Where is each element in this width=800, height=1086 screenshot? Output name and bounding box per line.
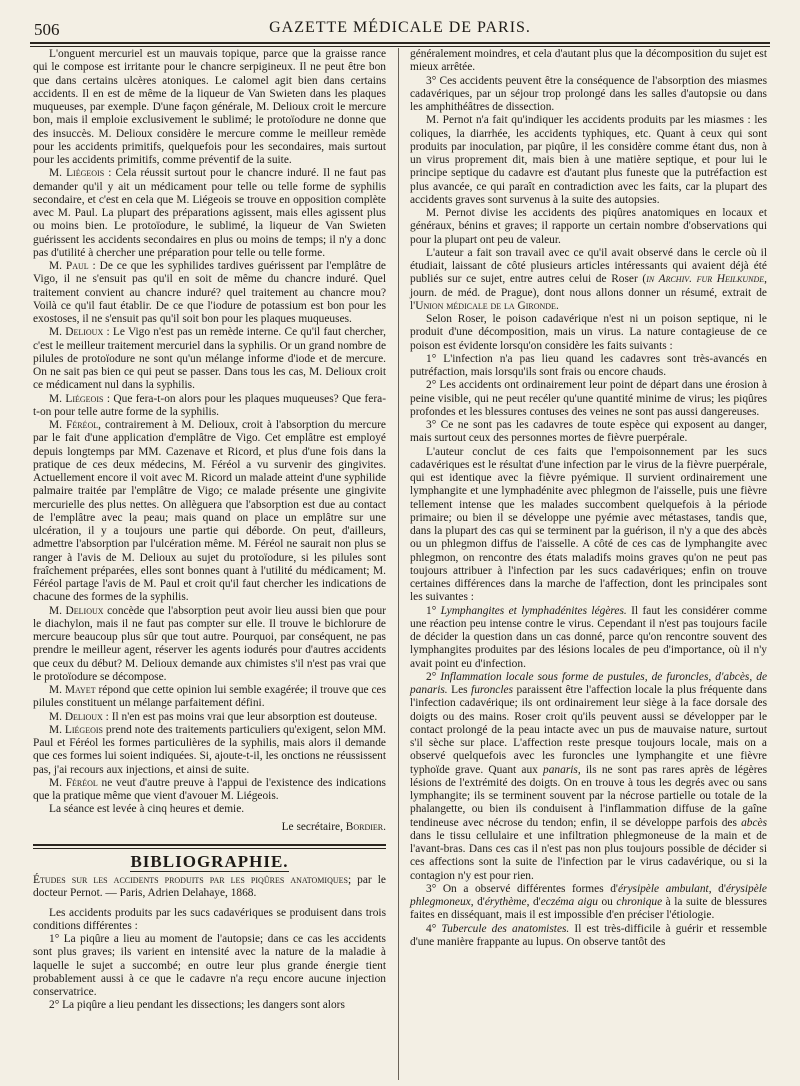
text-run: , d' [526,896,541,908]
paragraph: L'onguent mercuriel est un mauvais topique, parce que la graisse rance qui le compose est irritante pour le chancre serpigineux. Il ne peut être bon que dans certains ulcères atoniques. Le calomel agit bien dans certains accidents. Il en est de même de la liqueur de Van Swieten dans les plaques muqueuses, par exemple. D'une façon générale, M. Delioux croit le mercure bon, mais il emploie exclusivement le sublimé; le protoïodure ne donne que des insuccès. M. Delioux considère le mercure comme le meilleur remède pour les accidents primitifs, quelquefois pour les secondaires, mais surtout pour les accidents primitifs, comme préventif de la suite. [33,48,386,166]
speech-text: : Cela réussit surtout pour le chancre induré. Il ne faut pas demander qu'il y ait un médicament pour telle ou telle forme de syphilis secondaire, et c'est en cela que M. Liégeois se trouve en opposition complète avec M. Paul. La plupart des préparations agissent, mais elles agissent plus ou moins bien. Le protoïodure, le sublimé, la liqueur de Van Swieten guérissent les accidents secondaires en plus ou moins de temps; il n'y a donc pas d'utilité à chercher une préparation pour telle ou telle forme. [33,167,386,259]
paragraph: 1° L'infection n'a pas lieu quand les cadavres sont très-avancés en putréfaction, mais lorsqu'ils sont frais ou encore chauds. [410,352,767,378]
italic-term: eczéma aigu [540,896,598,908]
speaker: M. Féréol [49,776,98,789]
column-divider [398,48,399,1080]
header-rule-thin [30,46,770,47]
journal-name: Union médicale de la Gironde [415,299,556,312]
paragraph [410,883,767,923]
text-run: paraissent être l'affection locale la plus fréquente dans l'infection cadavérique; ils ont ordinairement leur siège à la face dorsale des doigts ou des mains. Roser croit qu'ils peuvent aussi se développer par le contact prolongé de la peau intacte avec un pus de mauvaise nature, surtout s'il sèche sur place. L'affection reste presque toujours locale, mais on a observé quelquefois avec les furoncles une lymphangite et une fièvre typhoïde grave. Quant aux [410,684,767,776]
text-run: Il est très-difficile à guérir et ressemble d'une manière frappante au lupus. On observe tantôt des [410,922,767,948]
speaker: M. Delioux [49,326,104,339]
header-rule [30,42,770,44]
text-run: L'auteur a fait son travail avec ce qu'il avait observé dans le cercle où il étudiait, laissant de côté plusieurs articles intéressants qui avaient déjà été publiés sur ce sujet, entre autres celui de Roser ( [410,246,767,286]
speaker: M. Liégeois [49,723,103,736]
bibliography-heading [33,851,386,871]
italic-term: Inflammation locale sous forme de pustules, de furoncles, d'abcès, de panaris. [410,670,767,696]
speaker: M. Féréol [49,419,99,431]
text-run: 2° [426,670,441,683]
paragraph: M. Pernot n'a fait qu'indiquer les accidents produits par les miasmes : les coliques, la diarrhée, les accidents typhiques, etc. Quant à ceux qui sont produits par inoculation, par piqûre, il les considère comme étant dus, non à un virus proprement dit, mais bien à une matière septique, et pour lui le principe septique du cadavre est d'autant plus funeste que la putréfaction est plus avancée, ce qui paraît en contradiction avec les faits, car la plupart des accidents graves sont survenus à la suite des autopsies. [410,114,767,206]
italic-term: Tubercule des anatomistes. [441,922,570,935]
study-author: par le docteur Pernot. — Paris, Adrien Delahaye, 1868. [33,874,386,900]
page-number: 506 [34,20,60,39]
paragraph [33,684,386,711]
speaker: M. Liégeois [49,167,105,180]
italic-term: panaris [543,763,578,776]
paragraph: M. Pernot divise les accidents des piqûres anatomiques en locaux et généraux, bénins et graves; il rapporte un certain nombre d'observations qui pour la plupart ont peu de valeur. [410,207,767,246]
paragraph [33,260,386,326]
section-rule-thin [33,848,386,849]
paragraph [410,671,767,883]
text-run: 1° [426,604,441,617]
paragraph: 2° Les accidents ont ordinairement leur point de départ dans une érosion à peine visible, qui ne peut recéler qu'une quantité minime de virus; les piqûres profondes et les blessures contuses des veines ne sont pas aussi dangereuses. [410,379,767,418]
paragraph: La séance est levée à cinq heures et demie. [49,803,245,816]
speech-text: concède que l'absorption peut avoir lieu aussi bien que pour le diachylon, mais il ne faut pas compter sur elle. Il trouve le bichlorure de mercure beaucoup plus sûr que tout autre. Pourquoi, par conséquent, ne pas prendre le meilleur agent, réserver les agents iodurés pour d'autres accidents que ceux du début? M. Delioux demande aux chimistes s'il n'est pas vrai que le protoïodure se décompose. [33,604,386,683]
page-header [30,16,770,42]
left-column [33,48,386,1013]
italic-term: érythème [484,896,527,908]
section-rule [33,844,386,846]
paragraph [33,777,386,804]
journal-title: GAZETTE MÉDICALE DE PARIS. [269,19,531,36]
speech-text: prend note des traitements particuliers qu'exigent, selon MM. Paul et Féréol les formes particulières de la syphilis, mais alors il demande que ces formes lui soient indiquées. Si, ajoute-t-il, les onctions ne réussissent pas, j'ai recours aux injections, et ainsi de suite. [33,723,386,776]
italic-term: chronique [616,896,663,908]
text-run: , d' [708,882,726,895]
text-run: Il faut les considérer comme une réaction peu intense contre le virus. Cependant il n'est pas toujours facile de décider la question dans un cas donné, parce qu'on rencontre souvent des lymphangites produites par des lésions locales de peu d'importance, où il n'y avait point eu d'infection. [410,604,767,670]
right-column [410,48,767,949]
signature [33,821,386,834]
speech-text: : De ce que les syphilides tardives guérissent par l'emplâtre de Vigo, il ne s'ensuit pas qu'il en soit de même du chancre induré. Quel traitement convient au chancre induré? quel traitement au chancre mou? Voilà ce qu'il faut établir. De ce que l'iodure de potassium est bon pour les exostoses, il ne s'ensuit pas qu'il soit bon pour les plaques muqueuses. [33,260,386,325]
italic-term: érysipèle phlegmoneux [410,882,767,908]
speech-text: , contrairement à M. Delioux, croit à l'absorption du mercure par le fait d'une application d'emplâtre de Vigo. Cet emplâtre est employé depuis longtemps par MM. Cazenave et Ricord, et plus d'une fois dans la pratique de ces deux médecins, M. Féréol a vu survenir des gingivites. Actuellement encore il voit avec M. Ricord un malade atteint d'une syphilide palmaire traitée par l'emplâtre de Vigo; ce malade présente une gingivite mercurielle des plus nettes. On allèguera que l'absorption est due au contact de l'emplâtre avec la peau; mais quand on place un emplâtre sur une ulcération, il y a toujours une partie qui déborde. On peut, d'ailleurs, admettre l'absorption par l'ulcération même. M. Féréol ne saurait non plus se ranger à l'avis de M. Delioux au sujet du protoïodure, si les pilules sont fraîchement préparées, elles sont bonnes quant à l'utilité du médicament; M. Féréol partage l'avis de M. Paul et croit qu'il faut chercher les indications de chacune des formes de la syphilis. [33,419,386,604]
paragraph: 3° Ce ne sont pas les cadavres de toute espèce qui exposent au danger, mais surtout ceux des personnes mortes de fièvre puerpérale. [410,419,767,445]
paragraph [33,167,386,260]
text-run: . [555,299,559,312]
speech-text: : Le Vigo n'est pas un remède interne. Ce qu'il faut chercher, c'est le meilleur traitement mercuriel dans la syphilis. Or un grand nombre de pilules de protoïodure ne sont qu'un mélange informe d'iode et de mercure. On ne sait pas bien ce qui peut se passer. Dans tous les cas, M. Delioux croit ce médicament nul dans la syphilis. [33,326,386,392]
speaker: M. Paul [49,260,89,272]
speaker: M. Liégeois [49,392,104,405]
paragraph: 1° La piqûre a lieu au moment de l'autopsie; dans ce cas les accidents sont plus graves; ils varient en intensité avec la nature de la maladie à laquelle le sujet a succombé; en outre leur plus grande énergie tient probablement aussi à ce que le cadavre n'a reçu encore aucune injection conservatrice. [33,933,386,998]
text-run: ou [597,896,617,908]
speaker: M. Delioux [49,710,103,723]
paragraph [33,724,386,777]
paragraph [33,326,386,392]
paragraph: Les accidents produits par les sucs cadavériques se produisent dans trois conditions différentes : [33,906,386,932]
text-run: , journ. de méd. de Prague), dont nous allons donner un résumé, extrait de l' [410,273,767,312]
paragraph [410,605,767,671]
paragraph [33,393,386,420]
paragraph [410,923,767,950]
paragraph: généralement moindres, et cela d'autant plus que la décomposition du sujet est mieux arrêtée. [410,48,767,74]
text-run: à la suite de blessures faites en disséquant, mais il est impossible d'en préciser l'étiologie. [410,896,767,922]
signature-name: Bordier. [345,820,386,833]
paragraph: L'auteur conclut de ces faits que l'empoisonnement par les sucs cadavériques est le résultat d'une infection par le virus de la fièvre puerpérale, qui est identique avec la fièvre pyémique. Il survient ordinairement une lymphangite et une lymphadénite avec phlegmon de l'aisselle, puis une fièvre tellement intense que les malades succombent quelquefois à la période primaire; ou bien il se développe une pyémie avec métastases, tandis que, dans la plupart des cas qui se terminent par la guérison, il n'y a que des abcès ou un phlegmon diffus de l'aisselle. A côté de ces cas de lymphangite avec phlegmon, on rencontre des états maladifs moins graves qu'on ne peut pas toujours attribuer à l'infection par les sucs cadavériques; enfin on trouve certaines différences dans la marche de l'affection, dont les principales sont les suivantes : [410,445,767,604]
paragraph: 3° Ces accidents peuvent être la conséquence de l'absorption des miasmes cadavériques, par un séjour trop prolongé dans les salles d'autopsie ou dans les amphithéâtres de dissection. [410,74,767,113]
italic-term: Lymphangites et lymphadénites légères. [440,604,627,617]
text-run: Les [447,684,472,696]
italic-term: érysipèle ambulant [617,882,709,895]
speech-text: répond que cette opinion lui semble exagérée; il trouve que ces pilules constituent un mélange parfaitement défini. [33,684,387,710]
paragraph [33,605,386,685]
study-title: Études sur les accidents produits par les piqûres anatomiques; [33,874,352,886]
italic-term: abcès [741,816,767,829]
speech-text: : Que fera-t-on alors pour les plaques muqueuses? Que fera-t-on pour telle autre forme de la syphilis. [33,392,386,418]
italic-term: furoncles [471,684,514,696]
speaker: M. Delioux [49,604,104,617]
speaker: M. Mayet [49,684,96,696]
text-run: dans le tissu cellulaire et une infiltration phlegmoneuse de la main et de l'avant-bras. Dans ces cas il n'est pas non plus toujours possible de décider si ces affections sont la suite de l'infection par le virus cadavérique, ou si la contagion n'y est pour rien. [410,829,767,882]
paragraph [33,419,386,605]
paragraph [33,711,386,724]
paragraph: 2° La piqûre a lieu pendant les dissections; les dangers sont alors [49,999,345,1012]
paragraph [410,247,767,313]
text-run: 3° On a observé différentes formes d' [426,882,618,895]
text-run: 4° [426,922,442,935]
paragraph: Selon Roser, le poison cadavérique n'est ni un poison septique, ni le produit d'une décomposition, mais un virus. La nature contagieuse de ce poison est évidente lorsqu'on considère les faits suivants : [410,313,767,352]
study-heading [33,874,386,901]
signature-prefix: Le secrétaire, [281,820,346,833]
speech-text: : Il n'en est pas moins vrai que leur absorption est douteuse. [102,710,378,723]
text-run: , d' [470,896,485,908]
speech-text: ne veut d'autre preuve à l'appui de l'existence des indications que la pratique même que vient d'avouer M. Liégeois. [33,776,386,802]
citation: in Archiv. fur Heilkunde [646,273,765,286]
text-run: , ils ne sont pas rares après de légères lésions de l'extrémité des doigts. On en trouve à tous les degrés avec ou sans lymphangite; ils se terminent souvent par la nécrose partielle ou totale de la phalangette, ou bien ils conduisent à l'inflammation diffuse de la gaîne tendineuse avec nécrose du tendon; enfin, il se développe parfois des [410,763,768,829]
bibliography-title: BIBLIOGRAPHIE. [130,851,289,871]
